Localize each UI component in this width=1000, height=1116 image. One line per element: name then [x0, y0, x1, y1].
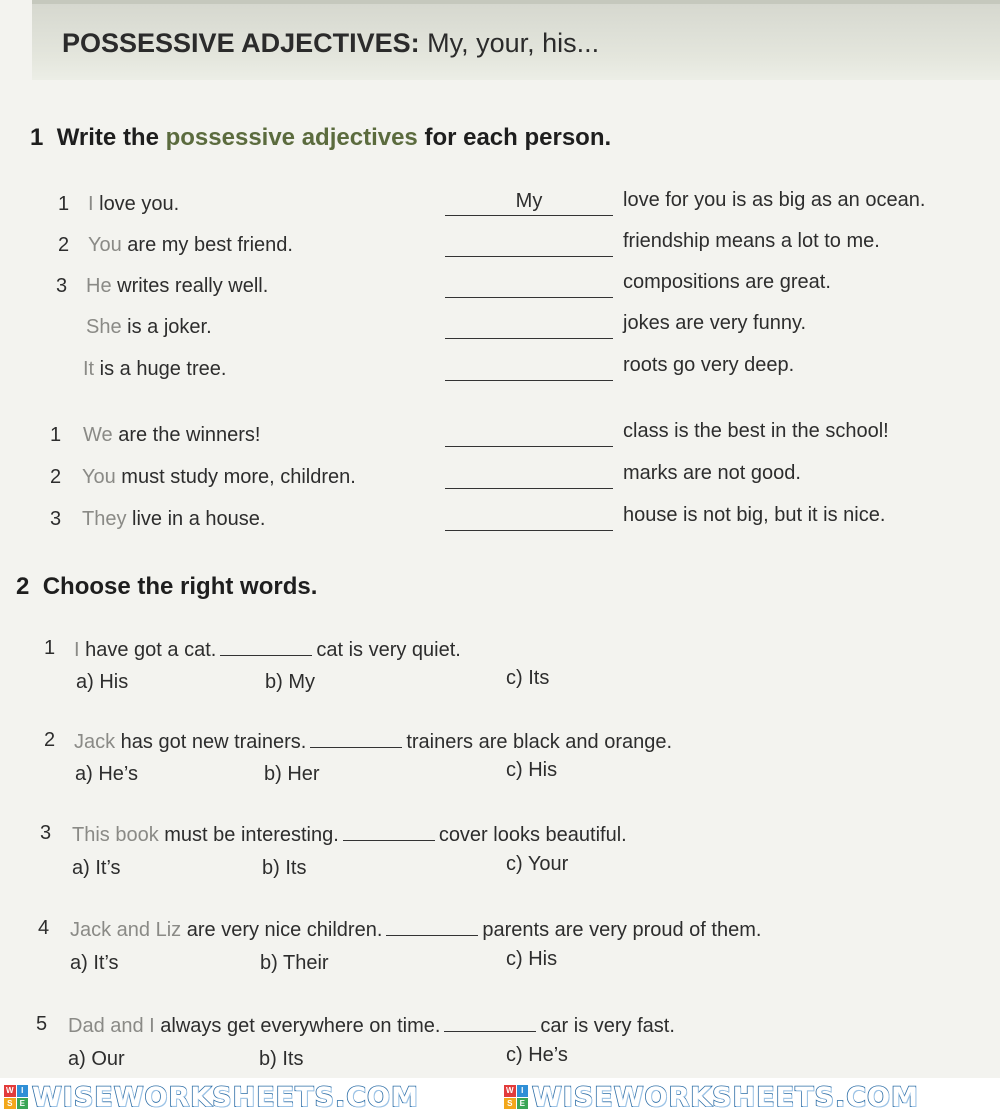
question-after-blank: car is very fast.: [540, 1015, 675, 1037]
item-number: 2: [50, 466, 62, 488]
logo-letter: E: [517, 1098, 529, 1110]
answer-option[interactable]: a) His: [76, 671, 129, 693]
item-sentence: [88, 234, 293, 257]
item-sentence: [88, 193, 179, 216]
question-before-blank: has got new trainers.: [115, 731, 307, 753]
answer-blank[interactable]: [445, 308, 613, 339]
item-sentence-rest: must study more, children.: [115, 466, 356, 488]
answer-blank[interactable]: [220, 637, 312, 656]
page-title-rest: My, your, his...: [419, 28, 600, 58]
question-subject: I: [74, 639, 80, 661]
item-subject: You: [82, 466, 116, 488]
item-number: 1: [50, 424, 62, 446]
question-subject: Jack and Liz: [70, 919, 182, 941]
item-subject: It: [83, 358, 95, 380]
item-completion: house is not big, but it is nice.: [623, 504, 886, 526]
item-subject: She: [86, 316, 122, 338]
answer-option[interactable]: c) Its: [506, 667, 550, 689]
answer-option[interactable]: c) He’s: [506, 1044, 568, 1066]
item-subject: You: [88, 234, 122, 256]
question-sentence: [70, 917, 761, 942]
item-sentence: [83, 358, 226, 381]
exercise-1-instruction-start: Write the: [56, 124, 166, 151]
logo-letter: E: [17, 1098, 29, 1110]
page-title: [62, 28, 599, 59]
item-subject: He: [86, 275, 112, 297]
question-before-blank: are very nice children.: [181, 919, 383, 941]
item-sentence: [82, 466, 356, 489]
logo-letter: W: [505, 1086, 514, 1095]
item-sentence-rest: love you.: [93, 193, 180, 215]
item-sentence-rest: are the winners!: [112, 424, 261, 446]
answer-blank[interactable]: [445, 267, 613, 298]
watermark-footer: [0, 1078, 1000, 1116]
item-sentence-rest: writes really well.: [111, 275, 269, 297]
item-completion: compositions are great.: [623, 271, 831, 293]
brand-text: WISEWORKSHEETS.COM: [32, 1081, 419, 1113]
answer-option[interactable]: a) It’s: [70, 952, 119, 974]
item-sentence: [83, 424, 261, 447]
item-sentence-rest: is a huge tree.: [94, 358, 227, 380]
page-title-bold: POSSESSIVE ADJECTIVES:: [62, 28, 420, 58]
question-sentence: [72, 822, 627, 847]
answer-option[interactable]: b) Their: [260, 952, 329, 974]
logo-letter: S: [504, 1098, 516, 1110]
logo-letter: W: [5, 1086, 14, 1095]
exercise-1-number: 1: [30, 124, 44, 151]
item-completion: friendship means a lot to me.: [623, 230, 880, 252]
item-sentence: [86, 316, 212, 339]
answer-blank[interactable]: [444, 1013, 536, 1032]
item-subject: They: [82, 508, 127, 530]
question-sentence: [74, 729, 672, 754]
item-sentence: [82, 508, 265, 531]
question-before-blank: must be interesting.: [158, 824, 339, 846]
answer-option[interactable]: c) His: [506, 759, 558, 781]
item-number: 2: [58, 234, 70, 256]
question-after-blank: cover looks beautiful.: [438, 824, 627, 846]
answer-blank[interactable]: [310, 729, 402, 748]
question-after-blank: parents are very proud of them.: [482, 919, 762, 941]
item-completion: roots go very deep.: [623, 354, 795, 376]
logo-letter: I: [517, 1085, 529, 1097]
item-subject: We: [83, 424, 113, 446]
answer-option[interactable]: c) Your: [506, 853, 569, 875]
question-subject: Jack: [74, 731, 116, 753]
item-sentence-rest: are my best friend.: [121, 234, 293, 256]
question-before-blank: always get everywhere on time.: [154, 1015, 441, 1037]
question-after-blank: trainers are black and orange.: [406, 731, 673, 753]
answer-blank[interactable]: [445, 226, 613, 257]
question-number: 4: [38, 917, 50, 939]
exercise-2-number: 2: [16, 573, 30, 600]
exercise-1-instruction-end: for each person.: [417, 124, 612, 151]
question-number: 1: [44, 637, 56, 659]
item-completion: jokes are very funny.: [623, 312, 807, 334]
item-completion: marks are not good.: [623, 462, 801, 484]
answer-option[interactable]: a) Our: [68, 1048, 125, 1070]
brand-watermark: [4, 1080, 419, 1114]
question-subject: Dad and I: [68, 1015, 155, 1037]
exercise-2-instruction: Choose the right words.: [42, 573, 318, 600]
item-number: 3: [56, 275, 68, 297]
answer-blank[interactable]: [445, 458, 613, 489]
answer-option[interactable]: b) Her: [264, 763, 320, 785]
answer-option[interactable]: a) It’s: [72, 857, 121, 879]
item-number: 1: [58, 193, 70, 215]
question-subject: This book: [72, 824, 159, 846]
answer-blank[interactable]: [445, 500, 613, 531]
logo-letter: I: [17, 1085, 29, 1097]
brand-text: WISEWORKSHEETS.COM: [532, 1081, 919, 1113]
answer-blank[interactable]: [445, 416, 613, 447]
question-sentence: [68, 1013, 675, 1038]
answer-option[interactable]: c) His: [506, 948, 558, 970]
exercise-1-heading: [30, 124, 611, 152]
brand-watermark: [504, 1080, 919, 1114]
answer-option[interactable]: b) Its: [259, 1048, 304, 1070]
item-sentence-rest: live in a house.: [126, 508, 266, 530]
exercise-2-heading: [16, 573, 317, 601]
answer-text: My: [515, 190, 543, 212]
brand-logo-icon: [4, 1085, 28, 1109]
item-completion: love for you is as big as an ocean.: [623, 189, 926, 211]
item-completion: class is the best in the school!: [623, 420, 889, 442]
logo-letter: S: [4, 1098, 16, 1110]
exercise-1-instruction-highlight: possessive adjectives: [165, 124, 418, 151]
answer-blank[interactable]: [445, 185, 613, 216]
answer-blank[interactable]: [386, 917, 478, 936]
brand-logo-icon: [504, 1085, 528, 1109]
question-number: 5: [36, 1013, 48, 1035]
item-sentence-rest: is a joker.: [121, 316, 212, 338]
answer-option[interactable]: b) Its: [262, 857, 307, 879]
answer-option[interactable]: b) My: [265, 671, 315, 693]
answer-option[interactable]: a) He’s: [75, 763, 138, 785]
answer-blank[interactable]: [445, 350, 613, 381]
answer-blank[interactable]: [343, 822, 435, 841]
item-subject: I: [88, 193, 94, 215]
question-after-blank: cat is very quiet.: [316, 639, 461, 661]
question-sentence: [74, 637, 461, 662]
question-number: 3: [40, 822, 52, 844]
question-number: 2: [44, 729, 56, 751]
item-number: 3: [50, 508, 62, 530]
question-before-blank: have got a cat.: [79, 639, 217, 661]
item-sentence: [86, 275, 268, 298]
